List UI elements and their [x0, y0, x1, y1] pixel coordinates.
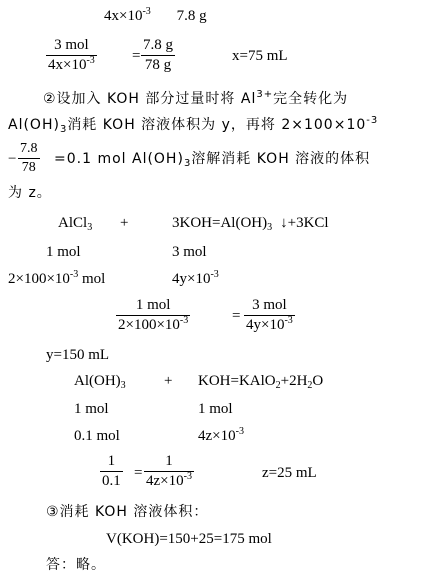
result-y: y=150 mL [46, 347, 110, 363]
plus-sign: + [164, 373, 173, 389]
eq1-ratio-1: 1 mol [46, 244, 81, 260]
eq2-ratio-2: 1 mol [198, 401, 233, 417]
fraction-numerator: 1 [144, 454, 194, 472]
eq1-amount-2: $4y\times 10^{-3}$ [172, 269, 219, 287]
paragraph-step-2-line-1: ②设加入 KOH 部分过量时将 $Al^{3+}$完全转化为 [43, 89, 349, 107]
eq1-ratio-2: 3 mol [172, 244, 207, 260]
fraction-numerator: 7.8 g [141, 38, 175, 56]
fraction-alcl3-ratio: 1 mol $2\times 100\times 10^{-3}$ [118, 297, 189, 333]
eq2-amount-1: 0.1 mol [74, 428, 120, 444]
fraction-aloh3-ratio [100, 454, 123, 489]
paragraph-step-2-line-4: 为 z。 [8, 185, 52, 201]
fraction-koh-ratio-2: $\frac{1}{4z\times 10^{-3}}$ [146, 453, 192, 489]
given-volume-term: 4x×10 [104, 8, 143, 24]
fraction-denominator: 78 g [144, 57, 172, 73]
reaction-equation-2: $KOH=KAlO_2+2H_2O$ [198, 373, 324, 391]
reactant-aloh3: $Al(OH)_3$ [74, 373, 126, 391]
fraction-numerator: 3 mol [244, 298, 295, 316]
result-z: z=25 mL [262, 465, 317, 481]
equals-sign: = [132, 48, 141, 64]
given-mass-term: 7.8 g [176, 8, 207, 24]
equals-sign: = [232, 308, 241, 324]
given-row [104, 6, 207, 24]
subscript: 3 [183, 158, 192, 169]
result-x: x=75 mL [232, 48, 288, 64]
equals-sign: = [134, 465, 143, 481]
exponent: -3 [142, 6, 151, 17]
exponent: -3 [366, 115, 379, 126]
eq2-ratio-1: 1 mol [74, 401, 109, 417]
fraction-denominator: 0.1 [102, 473, 121, 489]
subscript: 3 [59, 124, 68, 135]
fraction-mass-ratio [18, 142, 40, 175]
answer-line: 答：略。 [46, 557, 106, 573]
exponent: -3 [86, 55, 95, 66]
minus-sign: − [8, 151, 17, 167]
fraction-denominator: 4x×10 [48, 57, 87, 73]
fraction-numerator: 1 mol [116, 298, 190, 316]
fraction-denominator: 78 [21, 160, 36, 175]
fraction-mol-over-volume [46, 38, 97, 73]
charge-superscript: 3+ [256, 89, 274, 100]
reaction-equation-1: $3KOH=Al(OH)_3$ ↓+3KCl [172, 215, 329, 233]
eq1-amount-1: $2\times 100\times 10^{-3}$ mol [8, 269, 106, 287]
fraction-numerator: 3 mol [46, 38, 97, 56]
fraction-numerator: 7.8 [18, 142, 40, 159]
paragraph-step-3: ③消耗 KOH 溶液体积： [46, 504, 209, 520]
fraction-numerator: 1 [100, 454, 123, 472]
eq2-amount-2: $4z\times 10^{-3}$ [198, 426, 244, 444]
fraction-koh-ratio: 3 mol $4y\times 10^{-3}$ [246, 297, 293, 333]
fraction-mass-over-molar-mass [141, 38, 175, 73]
paragraph-step-2-line-3: =0.1 mol $Al(OH)_3$溶解消耗 KOH 溶液的体积 [54, 151, 371, 169]
paragraph-step-2-line-2: $Al(OH)_3$消耗 KOH 溶液体积为 y，再将 $2\times 100\times 10^{-3}$ [8, 115, 379, 135]
plus-sign: + [120, 215, 129, 231]
reactant-alcl3: AlCl$_3$ [58, 215, 93, 233]
total-volume-equation: V(KOH)=150+25=175 mol [106, 531, 272, 547]
